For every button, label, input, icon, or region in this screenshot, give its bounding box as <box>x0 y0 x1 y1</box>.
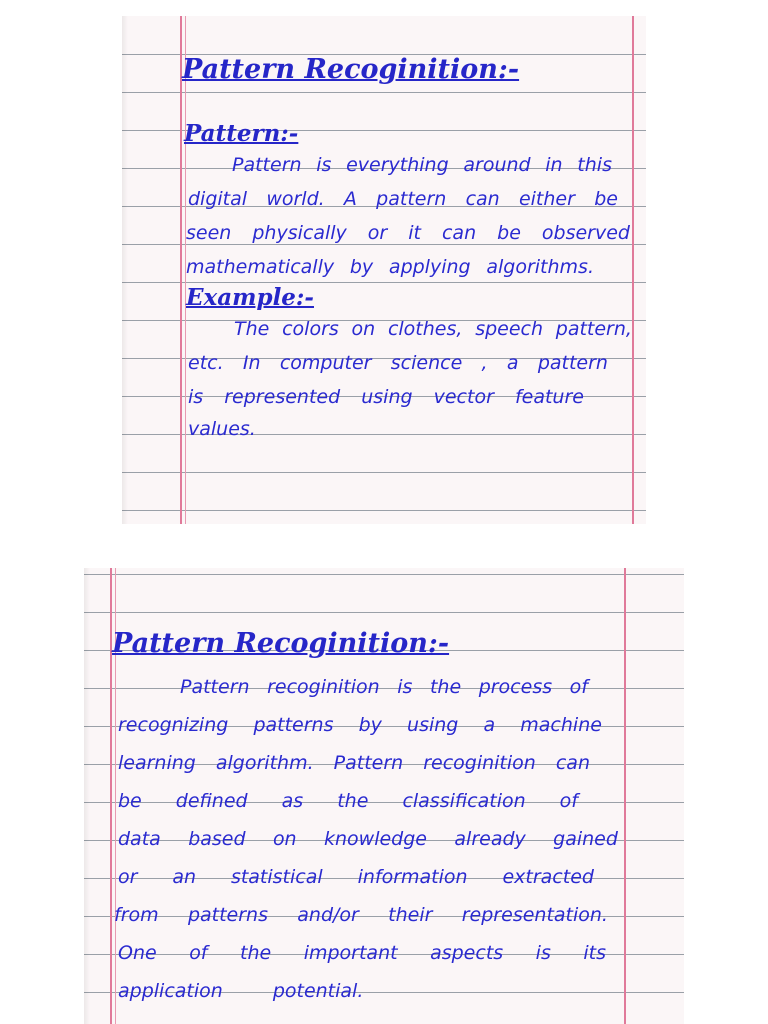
word: the <box>337 790 369 812</box>
paragraph-line <box>114 904 608 926</box>
word: is <box>397 676 413 698</box>
word: using <box>407 714 459 736</box>
word: potential. <box>272 980 364 1002</box>
paragraph-line <box>118 980 363 1002</box>
right-margin-line <box>624 568 626 1024</box>
word: everything <box>346 154 449 176</box>
paragraph-line <box>180 676 588 698</box>
word: can <box>555 752 590 774</box>
word: be <box>594 188 618 210</box>
paragraph-line <box>188 386 584 408</box>
page-title: Pattern Recoginition:- <box>112 628 450 659</box>
word: Pattern <box>232 154 302 176</box>
word: using <box>361 386 413 408</box>
word: physically <box>252 222 347 244</box>
word: statistical <box>230 866 323 888</box>
word: process <box>478 676 553 698</box>
paragraph-line <box>232 154 612 176</box>
word: already <box>454 828 526 850</box>
page-title: Pattern Recoginition:- <box>182 54 520 85</box>
word: computer <box>279 352 372 374</box>
word: a <box>483 714 496 736</box>
word: feature <box>514 386 584 408</box>
word: classification <box>402 790 526 812</box>
word: can <box>441 222 477 244</box>
word: be <box>118 790 142 812</box>
word: , <box>481 352 488 374</box>
word: of <box>569 676 588 698</box>
notebook-page-1 <box>122 16 646 524</box>
word: vector <box>433 386 494 408</box>
word: The <box>234 318 270 340</box>
word: data <box>118 828 161 850</box>
word: the <box>429 676 462 698</box>
word: pattern, <box>555 318 632 340</box>
word: algorithm. <box>215 752 314 774</box>
word: observed <box>541 222 630 244</box>
word: Pattern <box>333 752 404 774</box>
word: Pattern <box>180 676 250 698</box>
section-heading-example: Example:- <box>186 284 314 311</box>
word: in <box>545 154 563 176</box>
word: science <box>390 352 463 374</box>
word: is <box>188 386 204 408</box>
word: One <box>118 942 157 964</box>
word: this <box>577 154 612 176</box>
word: or <box>367 222 388 244</box>
word: of <box>559 790 578 812</box>
paragraph-line <box>118 828 618 850</box>
word: A <box>343 188 357 210</box>
word: world. <box>266 188 325 210</box>
word: be <box>497 222 521 244</box>
paragraph-line <box>118 752 590 774</box>
word: can <box>465 188 500 210</box>
word: the <box>240 942 272 964</box>
paragraph-line <box>118 790 578 812</box>
word: based <box>188 828 246 850</box>
word: machine <box>520 714 602 736</box>
page-edge-shadow <box>84 568 90 1024</box>
word: colors <box>282 318 339 340</box>
word: etc. <box>188 352 224 374</box>
paragraph-line <box>188 418 256 440</box>
paragraph-line <box>188 188 618 210</box>
word: recoginition <box>423 752 536 774</box>
paragraph-line <box>186 256 594 278</box>
word: by <box>358 714 382 736</box>
word: recognizing <box>118 714 229 736</box>
word: recoginition <box>267 676 380 698</box>
word: by <box>349 256 374 278</box>
word: digital <box>188 188 248 210</box>
word: or <box>118 866 138 888</box>
word: information <box>357 866 468 888</box>
word: on <box>272 828 297 850</box>
word: important <box>303 942 398 964</box>
word: speech <box>475 318 544 340</box>
word: clothes, <box>387 318 463 340</box>
word: is <box>316 154 332 176</box>
word: represented <box>224 386 341 408</box>
word: pattern <box>537 352 608 374</box>
word: application <box>118 980 223 1002</box>
word: an <box>172 866 197 888</box>
notebook-page-2 <box>84 568 684 1024</box>
word: applying <box>388 256 471 278</box>
word: In <box>242 352 261 374</box>
word: their <box>388 904 433 926</box>
word: its <box>583 942 606 964</box>
paragraph-line <box>118 714 602 736</box>
word: knowledge <box>324 828 427 850</box>
word: a <box>506 352 519 374</box>
margin-line <box>180 16 182 524</box>
section-heading-pattern: Pattern:- <box>184 120 299 147</box>
word: aspects <box>430 942 504 964</box>
word: seen <box>186 222 232 244</box>
word: patterns <box>187 904 268 926</box>
word: mathematically <box>186 256 335 278</box>
word: as <box>281 790 304 812</box>
word: gained <box>553 828 618 850</box>
word: defined <box>175 790 248 812</box>
right-margin-line <box>632 16 634 524</box>
word: representation. <box>461 904 608 926</box>
word: learning <box>118 752 196 774</box>
page-edge-shadow <box>122 16 128 524</box>
word: and/or <box>297 904 359 926</box>
word: around <box>463 154 531 176</box>
word: from <box>114 904 159 926</box>
paragraph-line <box>188 352 608 374</box>
word: either <box>518 188 575 210</box>
word: patterns <box>253 714 334 736</box>
word: extracted <box>502 866 594 888</box>
word: is <box>535 942 551 964</box>
paragraph-line <box>234 318 632 340</box>
word: of <box>189 942 208 964</box>
paragraph-line <box>118 942 606 964</box>
word: on <box>351 318 376 340</box>
paragraph-line <box>186 222 630 244</box>
paragraph-line <box>118 866 594 888</box>
word: algorithms. <box>486 256 594 278</box>
word: values. <box>188 418 256 440</box>
word: it <box>408 222 421 244</box>
word: pattern <box>376 188 447 210</box>
